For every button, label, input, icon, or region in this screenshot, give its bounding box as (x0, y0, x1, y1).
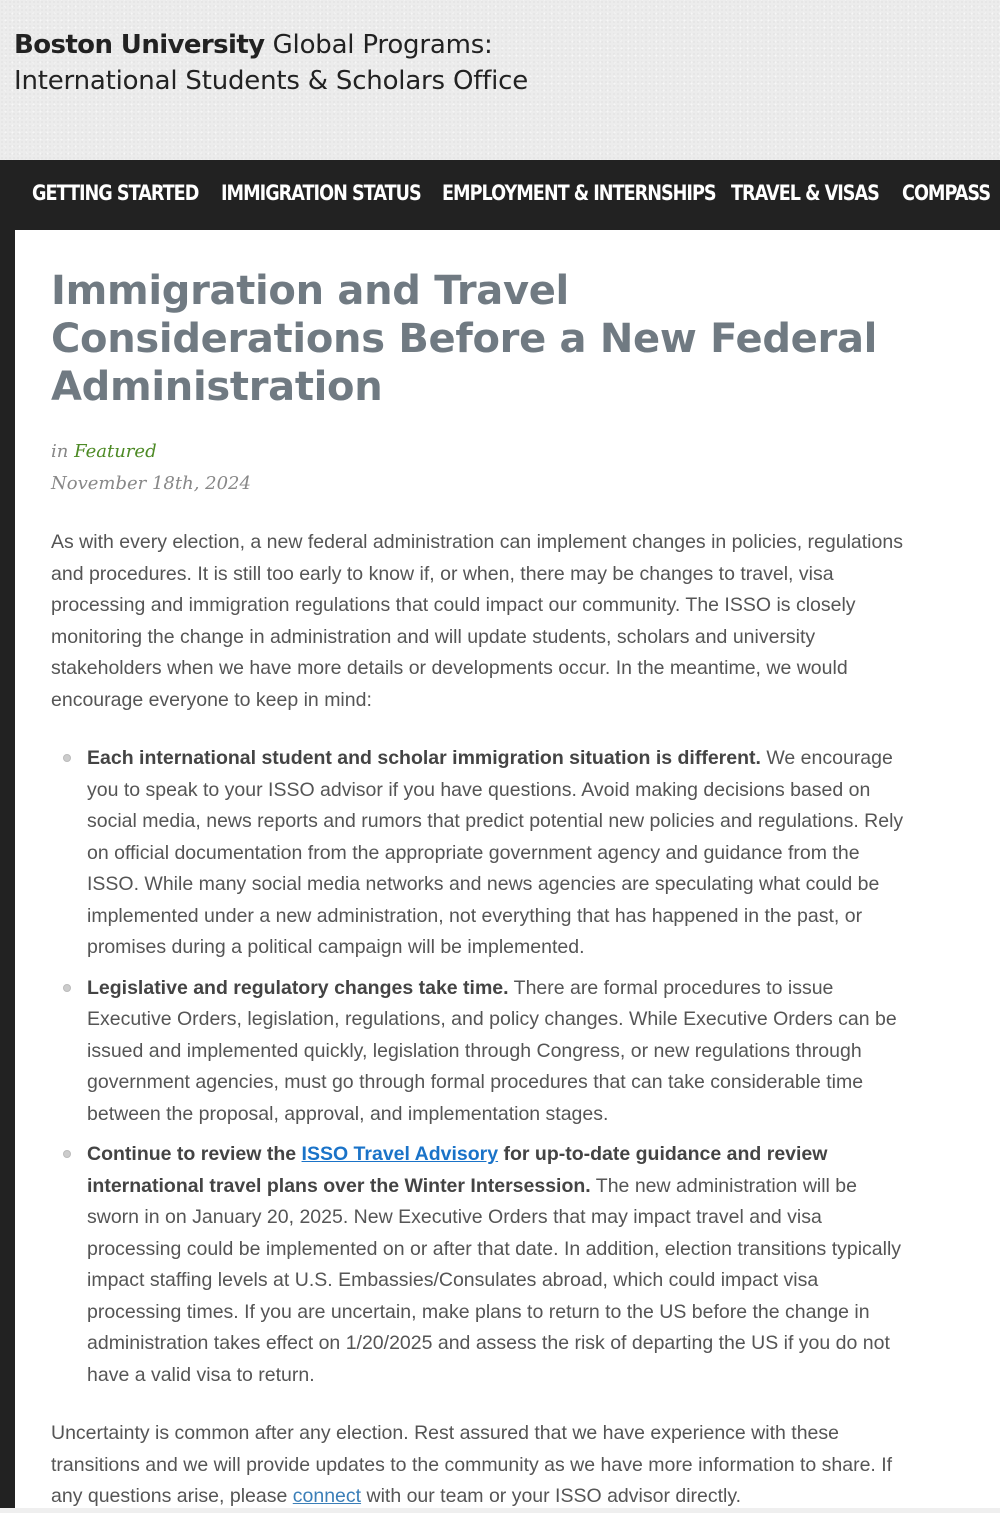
article-title: Immigration and Travel Considerations Before a New Federal Administration (51, 268, 878, 410)
list-item (51, 743, 911, 964)
nav-item-getting-started[interactable]: GETTING STARTED (32, 181, 199, 205)
category-prefix: in (51, 441, 69, 462)
list-item (51, 1139, 911, 1391)
bullet-icon (63, 1150, 71, 1158)
point-heading-after: for up-to-date guidance and review international travel plans over the Winter Intersession. (87, 1143, 828, 1197)
closing-text-after: with our team or your ISSO advisor directly. (366, 1485, 742, 1507)
point-text: There are formal procedures to issue Executive Orders, legislation, regulations, and policy changes. While Executive Orders can be issued and implemented quickly, legislation through Congress, or new regulations through government agencies, must go through formal procedures that can take considerable time between the proposal, approval, and implementation stages. (87, 976, 897, 1125)
point-heading: Each international student and scholar immigration situation is different. (87, 747, 761, 769)
point-heading-before: Continue to review the (87, 1143, 297, 1165)
article-closing (51, 1418, 911, 1513)
nav-item-compass[interactable]: COMPASS (902, 181, 991, 205)
site-title-line2: International Students & Scholars Office (14, 66, 529, 96)
connect-link[interactable]: connect (292, 1485, 362, 1507)
site-title[interactable] (14, 27, 528, 99)
left-dark-bar (0, 160, 15, 1508)
list-item (51, 973, 911, 1131)
point-text: We encourage you to speak to your ISSO advisor if you have questions. Avoid making decisions based on social media, news reports and rumors that predict potential new policies and regulations. Rely on official documentation from the appropriate government agency and guidance from the ISSO. While many social media networks and news agencies are speculating what could be implemented under a new administration, not everything that has happened in the past, or promises during a political campaign will be implemented. (87, 747, 904, 958)
bullet-icon (63, 984, 71, 992)
key-points-list (51, 743, 911, 1391)
site-title-org: Boston University (14, 30, 265, 60)
point-text: The new administration will be sworn in on January 20, 2025. New Executive Orders that may impact travel and visa processing could be implemented on or after that date. In addition, election transitions typically impact staffing levels at U.S. Embassies/Consulates abroad, which could impact visa processing times. If you are uncertain, make plans to return to the US before the change in administration takes effect on 1/20/2025 and assess the risk of departing the US if you do not have a valid visa to return. (87, 1174, 902, 1386)
nav-item-employment-internships[interactable]: EMPLOYMENT & INTERNSHIPS (442, 181, 716, 205)
nav-item-travel-visas[interactable]: TRAVEL & VISAS (731, 181, 879, 205)
article-category-line (51, 436, 911, 468)
main-nav (15, 160, 1000, 230)
article-intro: As with every election, a new federal administration can implement changes in policies, regulations and procedures. It is still too early to know if, or when, there may be changes to travel, visa processing and immigration regulations that could impact our community. The ISSO is closely monitoring the change in administration and will update students, scholars and university stakeholders when we have more details or developments occur. In the meantime, we would encourage everyone to keep in mind: (51, 531, 903, 711)
article-date: November 18th, 2024 (51, 473, 251, 494)
site-title-rest: Global Programs: (272, 30, 493, 60)
nav-item-immigration-status[interactable]: IMMIGRATION STATUS (221, 181, 421, 205)
category-link[interactable]: Featured (74, 441, 157, 462)
isso-travel-advisory-link[interactable]: ISSO Travel Advisory (301, 1143, 499, 1165)
bullet-icon (63, 754, 71, 762)
article (51, 230, 911, 1513)
main-content (15, 230, 1000, 1508)
site-header (0, 0, 1000, 160)
point-heading: Legislative and regulatory changes take time. (87, 976, 509, 999)
closing-text-before: Uncertainty is common after any election. Rest assured that we have experience with these transitions and we will provide updates to the community as we have more information to share. If any questions arise, please (51, 1422, 893, 1507)
